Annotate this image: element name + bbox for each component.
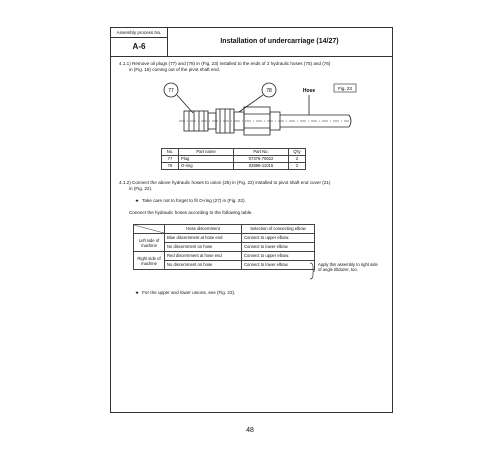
connect-text: Connect the hydraulic hoses according to the following table. (129, 210, 253, 215)
cell-part-name: Plug (179, 156, 234, 163)
cell-selection: Connect to lower elbow. (242, 243, 315, 252)
cell-selection: Connect to upper elbow. (242, 252, 315, 261)
step2-line2: in (Fig. 22). (129, 186, 153, 191)
page-number: 48 (246, 427, 254, 434)
process-number: A-6 (132, 42, 146, 51)
table-row (134, 234, 315, 243)
col-part-no: Part No. (234, 149, 289, 156)
header (111, 28, 392, 57)
corner-cell (134, 225, 165, 234)
figure-label: Fig. 23 (338, 86, 352, 91)
cell-part-name: O-ring (179, 163, 234, 170)
oring-note-text: Take care not to forget to fit O-ring (27) in (Fig. 22). (142, 198, 246, 203)
page-title: Installation of undercarriage (14/27) (220, 38, 339, 45)
table-row (162, 156, 306, 163)
table-row (134, 252, 315, 261)
step1-line1: 4.1.1) Remove oil plugs (77) and (78) in (Fig. 23) installed to the ends of 2 hydraulic hoses (75) and (76) (119, 61, 331, 66)
header-discernment: Hose discernment (165, 225, 242, 234)
cell-part-no: 02896-11015 (234, 163, 289, 170)
diagonal-line (134, 225, 164, 233)
step2-line1: 4.1.2) Connect the above hydraulic hoses to union (25) in (Fig. 22) installed to pivot shaft end cover (21) (119, 180, 331, 185)
cell-qty: 2 (289, 156, 306, 163)
col-no: No. (162, 149, 179, 156)
cell-discernment: Red discernment at hose end (165, 252, 242, 261)
step1-line2: in (Fig. 18) coming out of the pivot shaft end. (129, 67, 220, 72)
unions-note-text: For the upper and lower unions, see (Fig. 22). (142, 290, 236, 295)
brace-icon (309, 262, 317, 280)
cell-selection: Connect to lower elbow. (242, 261, 315, 270)
side-note: Apply this assembly to right side of angle tiltdozer, too. (318, 262, 378, 272)
process-box (111, 28, 168, 56)
right-side-cell: Right side of machine (134, 252, 165, 270)
process-label: Assembly process No. (111, 28, 167, 38)
cell-discernment: No discernment on hose (165, 243, 242, 252)
table-row (162, 163, 306, 170)
hose-table (133, 224, 315, 270)
parts-table (161, 148, 306, 170)
col-part-name: Part name (179, 149, 234, 156)
col-qty: Q'ty (289, 149, 306, 156)
cell-no: 77 (162, 156, 179, 163)
cell-no: 78 (162, 163, 179, 170)
cell-part-no: 07376-70622 (234, 156, 289, 163)
star-icon: ★ (135, 290, 140, 295)
hose-plug-diagram (159, 81, 359, 151)
header-selection: Selection of connecting elbow (242, 225, 315, 234)
left-side-cell: Left side of machine (134, 234, 165, 252)
cell-discernment: Blue discernment at hose end (165, 234, 242, 243)
hose-label: Hose (302, 88, 316, 94)
cell-discernment: No discernment on hose (165, 261, 242, 270)
cell-qty: 2 (289, 163, 306, 170)
star-icon: ★ (135, 198, 140, 203)
parts-table-header (162, 149, 306, 156)
hose-table-header (134, 225, 315, 234)
page-frame (110, 27, 393, 413)
cell-selection: Connect to upper elbow. (242, 234, 315, 243)
unions-note (135, 290, 235, 296)
callout-78: 78 (266, 88, 272, 94)
oring-note (135, 198, 246, 204)
callout-77: 77 (168, 88, 174, 94)
